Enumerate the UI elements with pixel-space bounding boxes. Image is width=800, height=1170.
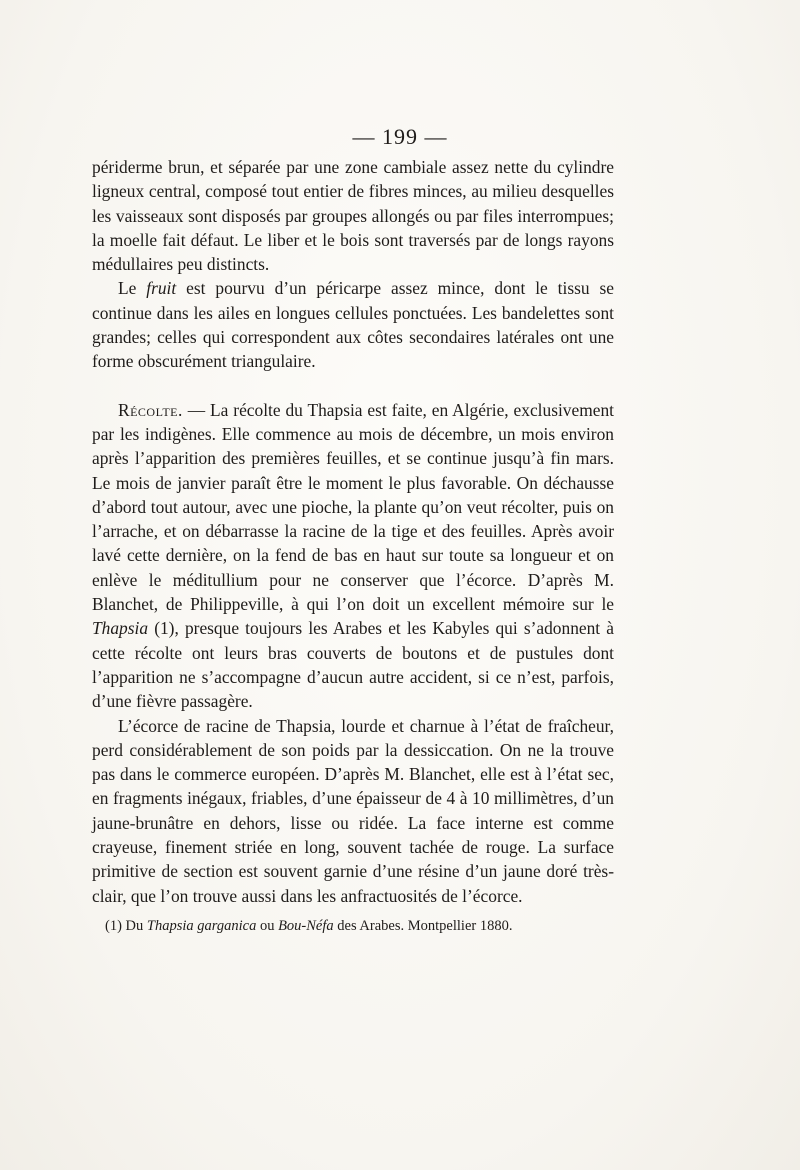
page-body xyxy=(92,155,614,908)
section-heading: Récolte. xyxy=(118,399,183,420)
italic-term: fruit xyxy=(146,278,177,299)
text-run: (1), presque toujours les Arabes et les Kabyles qui s’adonnent à cette récolte ont leurs bras couverts de boutons et de pustules dont l’apparition ne s’accompagne d’aucun autre accident, si ce n’est, parfois, d’une fièvre passagère. xyxy=(92,618,614,712)
footnote xyxy=(105,916,615,936)
text-run: — La récolte du Thapsia est faite, en Algérie, exclusivement par les indigènes. Elle commence au mois de décembre, un mois environ après l’apparition des premières feuilles, et se continue jusqu’à fin mars. Le mois de janvier paraît être le moment le plus favorable. On déchausse d’abord tout autour, avec une pioche, la plante qu’on veut récolter, puis on l’arrache, et on débarrasse la racine de la tige et des feuilles. Après avoir lavé cette dernière, on la fend de bas en haut sur toute sa longueur et on enlève le méditullium pour ne conserver que l’écorce. D’après M. Blanchet, de Philippeville, à qui l’on doit un excellent mémoire sur le xyxy=(92,399,614,615)
italic-term: Thapsia xyxy=(92,618,149,639)
paragraph-recolte xyxy=(92,398,614,714)
italic-term: Thapsia garganica xyxy=(146,918,257,934)
paragraph-fruit xyxy=(92,276,614,373)
text-run: ou xyxy=(256,918,279,934)
paragraph-continuation: périderme brun, et séparée par une zone cambiale assez nette du cylindre ligneux central, composé tout entier de fibres minces, au milieu desquelles les vaisseaux sont disposés par groupes allongés ou par files interrompues; la moelle fait défaut. Le liber et le bois sont traversés par de longs rayons médullaires peu distincts. xyxy=(92,157,614,275)
italic-term: Bou-Néfa xyxy=(278,918,334,934)
text-run: est pourvu d’un péricarpe assez mince, dont le tissu se continue dans les ailes en longues cellules ponctuées. Les bandelettes sont grandes; celles qui correspondent aux côtes secondaires latérales ont une forme obscurément triangulaire. xyxy=(92,278,614,372)
text-run: des Arabes. Montpellier 1880. xyxy=(333,918,513,934)
text-run: Le xyxy=(118,278,147,299)
paragraph-ecorce: L’écorce de racine de Thapsia, lourde et charnue à l’état de fraîcheur, perd considérablement de son poids par la dessiccation. On ne la trouve pas dans le commerce européen. D’après M. Blanchet, elle est à l’état sec, en fragments inégaux, friables, d’une épaisseur de 4 à 10 millimètres, d’un jaune-brunâtre en dehors, lisse ou ridée. La face interne est comme crayeuse, finement striée en long, souvent tachée de rouge. La surface primitive de section est souvent garnie d’une résine d’un jaune doré très-clair, que l’on trouve aussi dans les anfractuosités de l’écorce. xyxy=(92,715,614,906)
page-number: — 199 — xyxy=(352,124,448,149)
footnote-marker: (1) Du xyxy=(105,918,147,934)
